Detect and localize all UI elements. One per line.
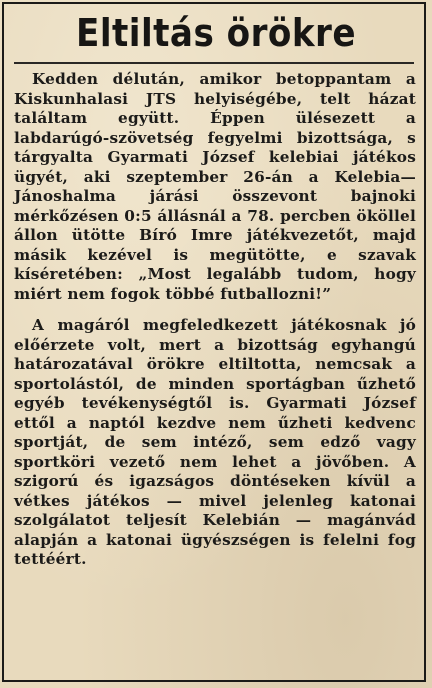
article-body — [14, 70, 416, 570]
headline-divider — [14, 62, 414, 64]
article-paragraph-2: A magáról megfeledkezett játékosnak jó előérzete volt, mert a bizottság egyhangú határozatával örökre eltiltotta, nemcsak a sportolástól, de minden sportágban űzhető egyéb tevékenységtől is. Gyarmati József ettől a naptól kezdve nem űzheti kedvenc sportját, de sem intéző, sem edző vagy sportköri vezető nem lehet a jövőben. A szigorú és igazságos döntéseken kívül a vétkes játékos — mivel jelenleg katonai szolgálatot teljesít Kelebián — magánvád alapján a katonai ügyészségen is felelni fog tettéért. — [14, 316, 416, 568]
article-paragraph-1: Kedden délután, amikor betoppantam a Kiskunhalasi JTS helyiségébe, telt házat találtam együtt. Éppen ülésezett a labdarúgó-szövetség fegyelmi bizottsága, s tárgyalta Gyarmati József kelebiai játékos ügyét, aki szeptember 26-án a Kelebia—Jánoshalma járási összevont bajnoki mérkőzésen 0:5 állásnál a 78. percben ököllel állon ütötte Bíró Imre játékvezetőt, majd másik kezével is megütötte, e szavak kíséretében: „Most legalább tudom, hogy miért nem fogok többé futballozni!” — [14, 70, 416, 303]
article-headline: Eltiltás örökre — [76, 11, 356, 55]
